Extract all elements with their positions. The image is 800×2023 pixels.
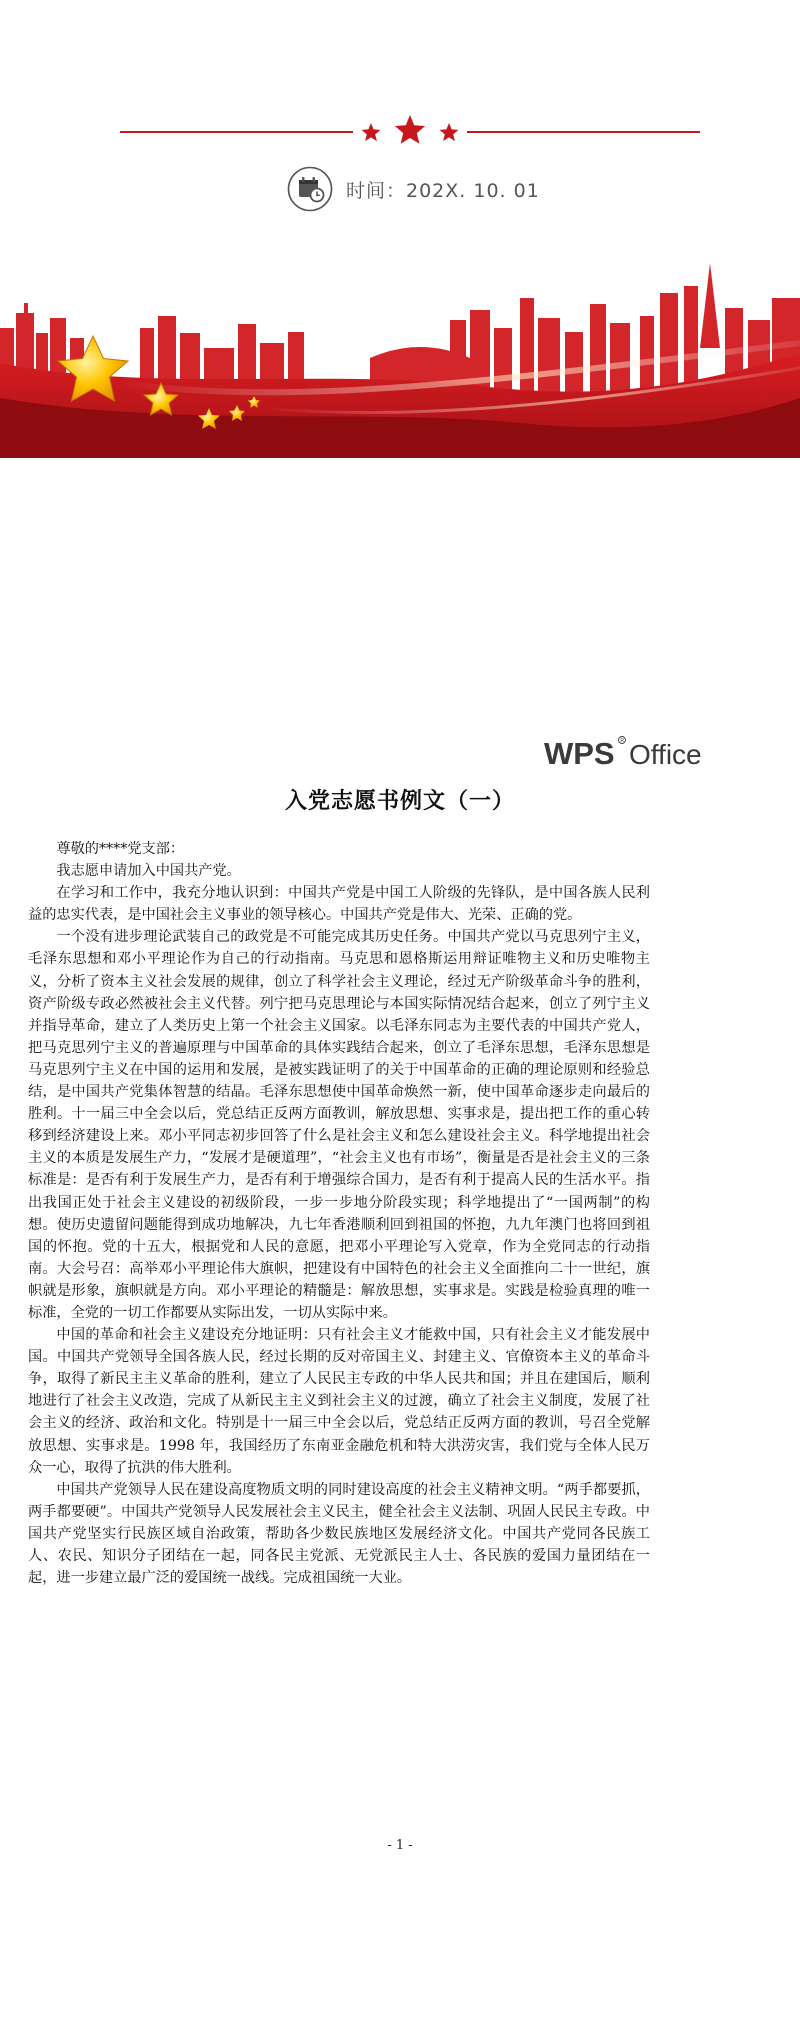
header-rule-left xyxy=(120,131,353,133)
paragraph: 中国共产党领导人民在建设高度物质文明的同时建设高度的社会主义精神文明。“两手都要抓，两手都要硬”。中国共产党领导人民发展社会主义民主，健全社会主义法制、巩固人民民主专政。中国共产党坚实行民族区域自治政策，帮助各少数民族地区发展经济文化。中国共产党同各民族工人、农民、知识分子团结在一起，同各民主党派、无党派民主人士、各民族的爱国力量团结在一起，进一步建立最广泛的爱国统一战线。完成祖国统一大业。 xyxy=(28,1481,650,1587)
three-red-stars-icon xyxy=(353,112,467,152)
paragraph: 一个没有进步理论武装自己的政党是不可能完成其历史任务。中国共产党以马克思列宁主义，毛泽东思想和邓小平理论作为自己的行动指南。马克思和恩格斯运用辩证唯物主义和历史唯物主义，分析了资本主义社会发展的规律，创立了科学社会主义理论，经过无产阶级革命斗争的胜利，资产阶级专政必然被社会主义代替。列宁把马克思理论与本国实际情况结合起来，创立了列宁主义并指导革命，建立了人类历史上第一个社会主义国家。以毛泽东同志为主要代表的中国共产党人，把马克思列宁主义的普遍原理与中国革命的具体实践结合起来，创立了毛泽东思想，毛泽东思想是马克思列宁主义在中国的运用和发展，是被实践证明了的关于中国革命的正确的理论原则和经验总结，是中国共产党集体智慧的结晶。毛泽东思想使中国革命焕然一新，使中国革命逐步走向最后的胜利。十一届三中全会以后，党总结正反两方面教训，解放思想、实事求是，提出把工作的重心转移到经济建设上来。邓小平同志初步回答了什么是社会主义和怎么建设社会主义。科学地提出社会主义的本质是发展生产力，“发展才是硬道理”，“社会主义也有市场”，衡量是否是社会主义的三条标准是：是否有利于发展生产力，是否有利于增强综合国力，是否有利于提高人民的生活水平。指出我国正处于社会主义建设的初级阶段，一步一步地分阶段实现；科学地提出了“一国两制”的构想。使历史遗留问题能得到成功地解决，九七年香港顺利回到祖国的怀抱，九九年澳门也将回到祖国的怀抱。党的十五大，根据党和人民的意愿，把邓小平理论写入党章，作为全党同志的行动指南。大会号召：高举邓小平理论伟大旗帜，把建设有中国特色的社会主义全面推向二十一世纪，旗帜就是形象，旗帜就是方向。邓小平理论的精髓是：解放思想，实事求是。实践是检验真理的唯一标准，全党的一切工作都要从实际出发，一切从实际中来。 xyxy=(28,929,650,1321)
svg-text:WPS: WPS xyxy=(544,736,615,771)
paragraph: 在学习和工作中，我充分地认识到：中国共产党是中国工人阶级的先锋队，是中国各族人民利益的忠实代表，是中国社会主义事业的领导核心。中国共产党是伟大、光荣、正确的党。 xyxy=(28,885,650,924)
document-body xyxy=(28,838,650,1589)
paragraph: 我志愿申请加入中国共产党。 xyxy=(56,863,241,880)
red-skyline-banner-icon xyxy=(0,258,800,458)
wps-office-logo-icon xyxy=(544,733,714,773)
svg-text:Office: Office xyxy=(629,739,702,770)
salutation: 尊敬的****党支部： xyxy=(56,841,185,857)
calendar-clock-icon xyxy=(287,166,333,212)
date-row xyxy=(0,166,800,212)
header-rule-right xyxy=(467,131,700,133)
paragraph: 中国的革命和社会主义建设充分地证明：只有社会主义才能救中国，只有社会主义才能发展中国。中国共产党领导全国各族人民，经过长期的反对帝国主义、封建主义、官僚资本主义的革命斗争，取得了新民主主义革命的胜利，建立了人民民主专政的中华人民共和国；并且在建国后，顺利地进行了社会主义改造，完成了从新民主主义到社会主义的过渡，确立了社会主义制度，发展了社会主义的经济、政治和文化。特别是十一届三中全会以后，党总结正反两方面的教训，号召全党解放思想、实事求是。1998 年，我国经历了东南亚金融危机和特大洪涝灾害，我们党与全体人民万众一心，取得了抗洪的伟大胜利。 xyxy=(28,1327,650,1476)
date-text: 时间：202X. 10. 01 xyxy=(346,180,540,202)
document-title: 入党志愿书例文（一） xyxy=(284,789,515,814)
svg-text:R: R xyxy=(620,738,625,744)
page-number: - 1 - xyxy=(387,1838,413,1853)
